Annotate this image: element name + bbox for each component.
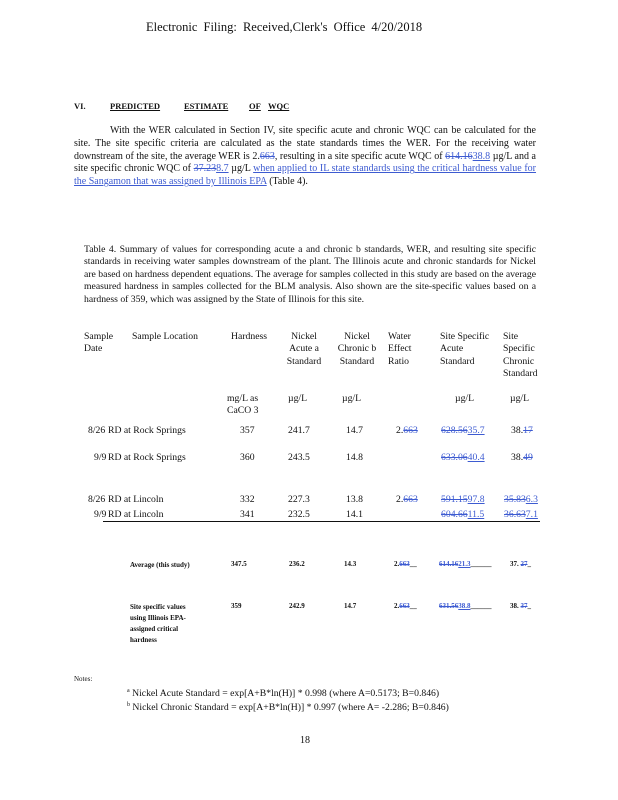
col-header-hardness: Hardness xyxy=(231,331,268,342)
average-label: Average (this study) xyxy=(130,561,190,569)
deleted-value: 663 xyxy=(399,560,410,568)
page-number: 18 xyxy=(300,735,310,746)
cell-site-acute xyxy=(441,425,485,436)
inserted-value: 21.3 xyxy=(458,560,471,568)
deleted-value: 614.16 xyxy=(439,560,459,568)
inserted-value: 11.5 xyxy=(467,509,485,520)
para-text: µg/L xyxy=(228,163,254,175)
cell-date: 8/26 xyxy=(88,494,106,505)
cell-site-chronic xyxy=(504,509,538,520)
cell-date: 9/9 xyxy=(94,509,107,520)
deleted-value: 35.83 xyxy=(504,494,526,505)
inserted-value: 38.8 xyxy=(458,602,471,610)
site-hardness: 359 xyxy=(231,602,242,610)
cell-site-acute xyxy=(441,509,484,520)
cell-wer: 2.663 xyxy=(396,425,418,436)
cell-chronic: 14.8 xyxy=(346,452,363,463)
inserted-value: 97.8 xyxy=(467,494,485,505)
cell-acute: 243.5 xyxy=(288,452,310,463)
col-header-site-acute: Site Specific Acute Standard xyxy=(440,331,490,367)
site-site-acute: 631.5638.8______ xyxy=(439,602,492,610)
unit-chronic: µg/L xyxy=(342,393,362,404)
note-b-text: Nickel Chronic Standard = exp[A+B*ln(H)] * 0.997 (where A= -2.286; B=0.846) xyxy=(132,702,449,714)
site-site-chronic: 38. 37_ xyxy=(510,602,531,610)
deleted-value: 17 xyxy=(523,425,533,436)
note-b xyxy=(127,702,449,713)
deleted-value: 663 xyxy=(403,425,418,436)
section-title-word xyxy=(184,101,228,111)
unit-site-acute: µg/L xyxy=(455,393,475,404)
cell-chronic: 14.7 xyxy=(346,425,363,436)
site-chronic: 14.7 xyxy=(344,602,357,610)
inserted-value: 35.7 xyxy=(467,425,485,436)
section-number: VI. xyxy=(74,101,86,111)
deleted-value: 633.06 xyxy=(441,452,468,463)
deleted-wer: 663 xyxy=(259,150,275,162)
cell-hardness: 332 xyxy=(240,494,255,505)
col-header-location: Sample Location xyxy=(132,331,198,342)
cell-location: RD at Rock Springs xyxy=(108,452,186,463)
cell-chronic: 13.8 xyxy=(346,494,363,505)
page-header: Electronic Filing: Received,Clerk's Office 4/20/2018 xyxy=(146,20,423,34)
avg-acute: 236.2 xyxy=(289,560,305,568)
cell-date: 8/26 xyxy=(88,425,106,436)
deleted-value: 591.15 xyxy=(441,494,468,505)
site-specific-label: Site specific values using Illinois EPA-assigned critical hardness xyxy=(130,603,186,644)
cell-date: 9/9 xyxy=(94,452,107,463)
section-title-word xyxy=(110,101,160,111)
col-header-acute: Nickel Acute a Standard xyxy=(286,331,322,367)
note-a-text: Nickel Acute Standard = exp[A+B*ln(H)] * 0.998 (where A=0.5173; B=0.846) xyxy=(132,688,440,700)
deleted-acute-value: 614.16 xyxy=(445,150,473,162)
cell-location: RD at Lincoln xyxy=(108,494,164,505)
deleted-value: 663 xyxy=(403,494,418,505)
cell-hardness: 360 xyxy=(240,452,255,463)
title-word-wqc: WQC xyxy=(268,101,290,111)
avg-wer: 2.663__ xyxy=(394,560,417,568)
deleted-value: 628.56 xyxy=(441,425,468,436)
section-title-word xyxy=(268,101,289,111)
cell-hardness: 341 xyxy=(240,509,255,520)
inserted-sentence: when applied to IL state standards using the critical hardness value for the Sangamon that was assigned by Illinois EPA xyxy=(74,163,537,188)
unit-site-chronic: µg/L xyxy=(510,393,530,404)
deleted-value: 27 xyxy=(520,560,528,568)
deleted-chronic-value: 37.23 xyxy=(193,163,217,175)
deleted-value: 49 xyxy=(523,452,533,463)
footnote-mark: a xyxy=(127,688,130,694)
cell-location: RD at Lincoln xyxy=(108,509,164,520)
avg-hardness: 347.5 xyxy=(231,560,247,568)
col-header-chronic: Nickel Chronic b Standard xyxy=(337,331,377,367)
title-word-predicted: PREDICTED xyxy=(110,101,161,111)
cell-acute: 232.5 xyxy=(288,509,310,520)
para-text: (Table 4). xyxy=(266,176,308,188)
deleted-value: 37 xyxy=(520,602,528,610)
cell-hardness: 357 xyxy=(240,425,255,436)
col-header-site-chronic: Site Specific Chronic Standard xyxy=(503,331,538,380)
unit-acute: µg/L xyxy=(288,393,308,404)
cell-site-chronic xyxy=(504,494,538,505)
site-wer: 2.663__ xyxy=(394,602,417,610)
inserted-value: 40.4 xyxy=(467,452,485,463)
inserted-value: 7.1 xyxy=(525,509,538,520)
cell-site-acute xyxy=(441,494,485,505)
deleted-value: 604.66 xyxy=(441,509,468,520)
para-text: , resulting in a site specific acute WQC of xyxy=(274,150,446,162)
col-header-wer: Water Effect Ratio xyxy=(388,331,412,367)
site-acute: 242.9 xyxy=(289,602,305,610)
avg-chronic: 14.3 xyxy=(344,560,357,568)
cell-site-acute xyxy=(441,452,485,463)
table-divider xyxy=(103,521,540,522)
cell-location: RD at Rock Springs xyxy=(108,425,186,436)
title-word-estimate: ESTIMATE xyxy=(184,101,229,111)
avg-site-acute: 614.1621.3______ xyxy=(439,560,492,568)
cell-acute: 241.7 xyxy=(288,425,310,436)
inserted-acute-value: 38.8 xyxy=(472,150,491,162)
title-word-of: OF xyxy=(249,101,261,111)
avg-site-chronic: 37. 27_ xyxy=(510,560,531,568)
deleted-value: 631.56 xyxy=(439,602,459,610)
para-text: µg/L and a site specific chronic WQC of xyxy=(74,150,536,175)
table-caption: Table 4. Summary of values for corresponding acute a and chronic b standards, WER, and resulting site specific standards in receiving water samples downstream of the plant. The Illinois acute and chronic standards for Nickel are based on hardness dependent equations. The average for samples collected in this study are based on the average measured hardness in samples collected for the BLM analysis. Also shown are the site-specific values based on a hardness of 359, which was assigned by the State of Illinois for this site. xyxy=(84,244,536,305)
cell-site-chronic: 38.17 xyxy=(511,425,533,436)
notes-label: Notes: xyxy=(74,675,93,683)
deleted-value: 36.63 xyxy=(504,509,526,520)
section-title-word xyxy=(249,101,261,111)
cell-acute: 227.3 xyxy=(288,494,310,505)
para-text: With the WER calculated in Section IV, site specific acute and chronic WQC can be calculated for the site. The site specific criteria are calculated as the state standards times the WER. For the receiving water downstream of the site, the average WER is 2. xyxy=(74,125,536,162)
cell-wer: 2.663 xyxy=(396,494,418,505)
cell-site-chronic: 38.49 xyxy=(511,452,533,463)
inserted-chronic-value: 8.7 xyxy=(216,163,229,175)
unit-hardness: mg/L as CaCO 3 xyxy=(227,393,259,417)
inserted-value: 6.3 xyxy=(525,494,538,505)
body-paragraph xyxy=(74,125,536,189)
deleted-value: 663 xyxy=(399,602,410,610)
note-a xyxy=(127,688,439,699)
cell-chronic: 14.1 xyxy=(346,509,363,520)
col-header-date: Sample Date xyxy=(84,331,114,355)
footnote-mark: b xyxy=(127,702,130,708)
